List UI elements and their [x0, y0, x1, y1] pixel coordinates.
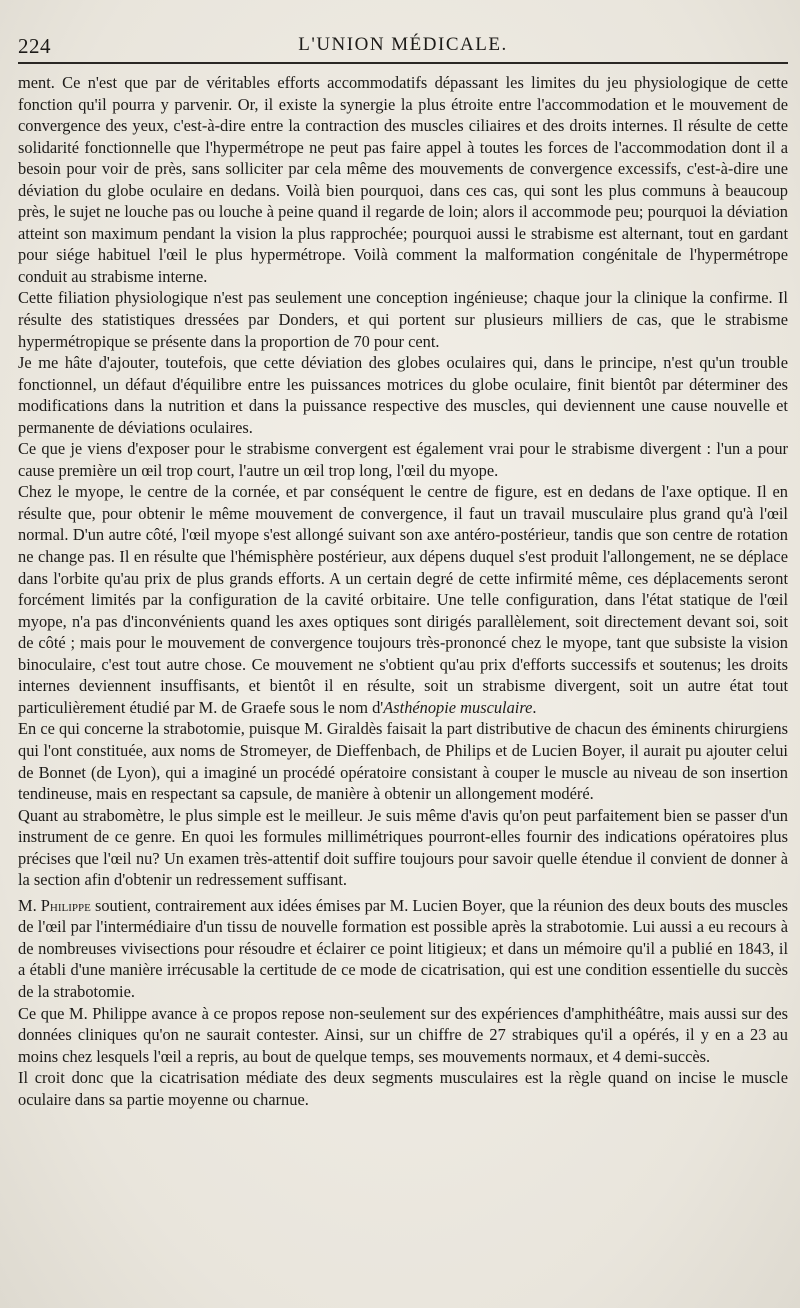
paragraph-10: Il croit donc que la cicatrisation médiate des deux segments musculaires est la règle quand on incise le muscle oculaire dans sa partie moyenne ou charnue. — [18, 1068, 788, 1109]
paragraph-1: ment. Ce n'est que par de véritables efforts accommodatifs dépassant les limites du jeu physiologique de cette fonction qu'il pourra y parvenir. Or, il existe la synergie la plus étroite entre l'accommodation et le mouvement de convergence des yeux, c'est-à-dire entre la contraction des muscles ciliaires et des droits internes. Il résulte de cette solidarité fonctionnelle que l'hypermétrope ne peut pas faire appel à toutes les forces de l'accommodation dont il a besoin pour voir de près, sans solliciter par cela même des mouvements de convergence excessifs, c'est-à-dire une déviation du globe oculaire en dedans. Voilà bien pourquoi, dans ces cas, qui sont les plus communs à beaucoup près, le sujet ne louche pas ou louche à peine quand il regarde de loin; alors il accommode peu; pourquoi la déviation atteint son maximum pendant la vision la plus rapprochée; pourquoi aussi le strabisme est alternant, tout en gardant pour siége habituel l'œil le plus hypermétrope. Voilà comment la malformation congénitale de l'hypermétrope conduit au strabisme interne. — [18, 73, 788, 286]
paragraph-3: Je me hâte d'ajouter, toutefois, que cette déviation des globes oculaires qui, dans le principe, n'est qu'un trouble fonctionnel, un défaut d'équilibre entre les puissances motrices du globe oculaire, finit bientôt par déterminer des modifications dans la nutrition et dans la puissance respective des muscles, qui deviennent une cause nouvelle et permanente de déviations oculaires. — [18, 353, 788, 437]
page-number: 224 — [18, 34, 51, 58]
paragraph-8 — [18, 895, 788, 1003]
paragraph-9: Ce que M. Philippe avance à ce propos repose non-seulement sur des expériences d'amphithéâtre, mais aussi sur des données cliniques qu'on ne saurait contester. Ainsi, sur un chiffre de 27 strabiques qu'il a opérés, il y en a 23 au moins chez lesquels l'œil a repris, au bout de quelque temps, ses mouvements normaux, et 4 demi-succès. — [18, 1003, 788, 1066]
header-rule — [18, 62, 788, 64]
paragraph-5 — [18, 481, 788, 718]
paragraph-4: Ce que je viens d'exposer pour le strabisme convergent est également vrai pour le strabisme divergent : l'un a pour cause première un œil trop court, l'autre un œil trop long, l'œil du myope. — [18, 439, 788, 480]
article-body — [18, 72, 788, 1110]
journal-title: L'UNION MÉDICALE. — [298, 34, 508, 55]
paragraph-2: Cette filiation physiologique n'est pas seulement une conception ingénieuse; chaque jour la clinique la confirme. Il résulte des statistiques dressées par Donders, et qui portent sur plusieurs milliers de cas, que le strabisme hypermétropique se présente dans la proportion de 70 pour cent. — [18, 288, 788, 351]
paragraph-7: Quant au strabomètre, le plus simple est le meilleur. Je suis même d'avis qu'on peut parfaitement bien se passer d'un instrument de ce genre. En quoi les formules millimétriques pourront-elles fournir des indications opératoires plus précises que l'œil nu? Un examen très-attentif doit suffire toujours pour savoir quelle étendue il convient de donner à la section afin d'obtenir un redressement suffisant. — [18, 805, 788, 890]
paragraph-5-period: . — [532, 697, 537, 717]
speaker-name: M. Philippe — [18, 895, 91, 915]
paragraph-6: En ce qui concerne la strabotomie, puisque M. Giraldès faisait la part distributive de chacun des éminents chirurgiens qui l'ont constituée, aux noms de Stromeyer, de Dieffenbach, de Philips et de Lucien Boyer, il aurait pu ajouter celui de Bonnet (de Lyon), qui a imaginé un procédé opératoire consistant à couper le muscle au niveau de son insertion tendineuse, mais en respectant sa capsule, de manière à obtenir un allongement modéré. — [18, 719, 788, 804]
paragraph-5-text: Chez le myope, le centre de la cornée, et par conséquent le centre de figure, est en dedans de l'axe optique. Il en résulte que, pour obtenir le même mouvement de convergence, il faut un travail musculaire plus grand qu'à l'œil normal. D'un autre côté, l'œil myope s'est allongé suivant son axe antéro-postérieur, tandis que son centre de rotation ne change pas. Il en résulte que l'hémisphère postérieur, aux dépens duquel s'est produit l'allongement, ne se déplace dans l'orbite qu'au prix de plus grands efforts. A un certain degré de cette infirmité même, ces déplacements seront forcément limités par la configuration de la cavité orbitaire. Une telle configuration, dans l'état statique de l'œil myope, n'a pas d'inconvénients quand les axes optiques sont dirigés parallèlement, soit directement devant soi, soit de côté ; mais pour le mouvement de convergence toujours très-prononcé chez le myope, tant que subsiste la vision binoculaire, c'est tout autre chose. Ce mouvement ne s'obtient qu'au prix d'efforts successifs et soutenus; les droits internes deviennent insuffisants, et bientôt il en résulte, soit un strabisme divergent, soit un autre état tout particulièrement étudié par M. de Graefe sous le nom d' — [18, 482, 788, 717]
italic-term: Asthénopie musculaire — [383, 697, 533, 717]
paragraph-8-text: soutient, contrairement aux idées émises par M. Lucien Boyer, que la réunion des deux bouts des muscles de l'œil par l'intermédiaire d'un tissu de nouvelle formation est possible après la strabotomie. Lui aussi a eu recours à de nombreuses vivisections pour résoudre et éclairer ce point litigieux; et dans un mémoire qu'il a publié en 1843, il a établi d'une manière irrécusable la certitude de ce mode de cicatrisation, qui est une condition essentielle du succès de la strabotomie. — [18, 895, 788, 1001]
page-header — [18, 30, 788, 60]
